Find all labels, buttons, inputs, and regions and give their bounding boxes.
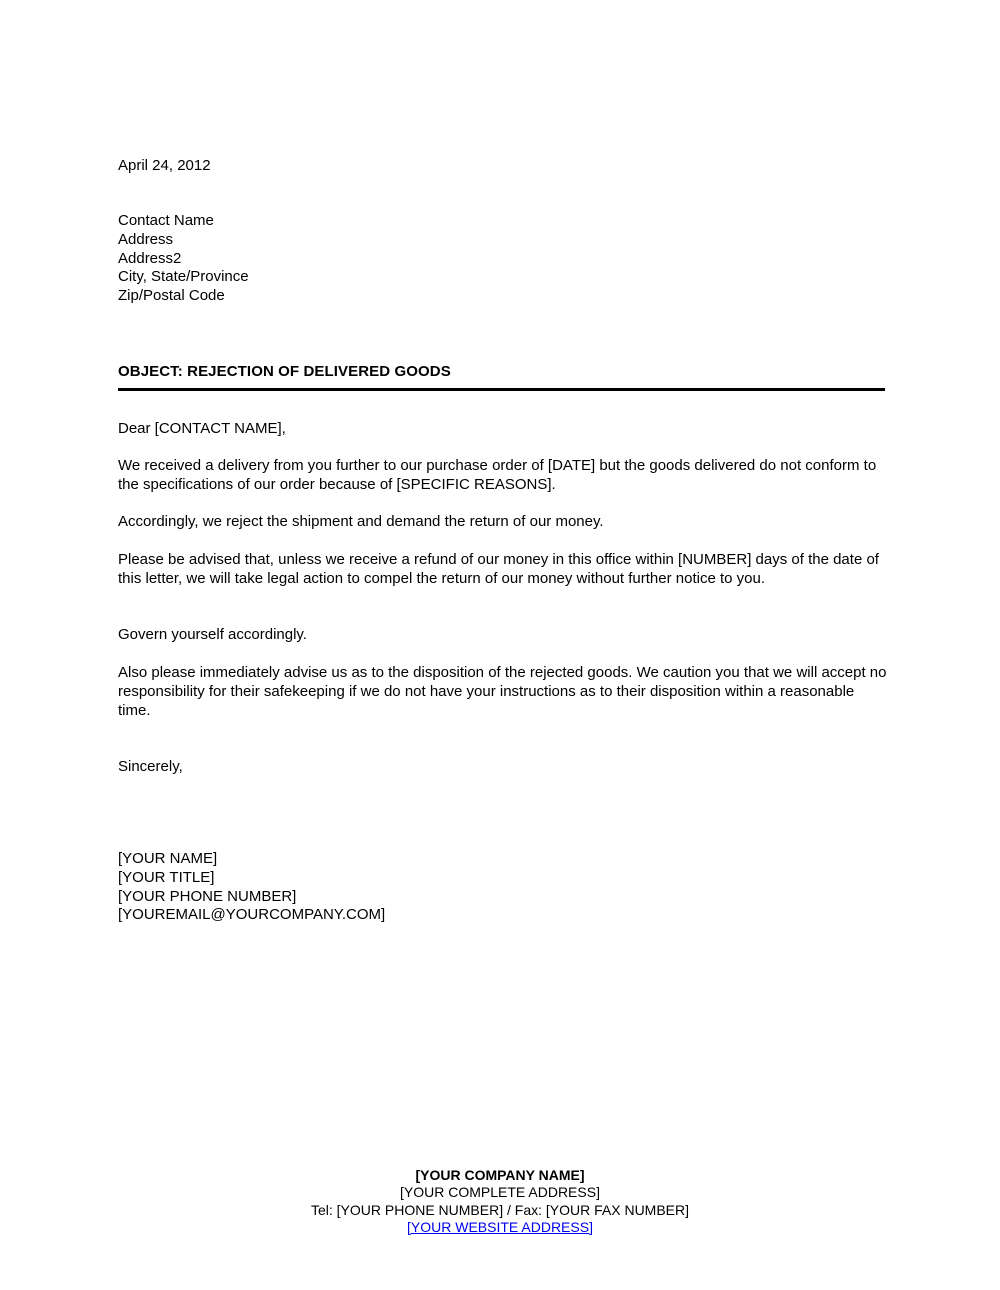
signature-email: [YOUREMAIL@YOURCOMPANY.COM] [118, 906, 386, 924]
footer-address: [YOUR COMPLETE ADDRESS] [400, 1184, 600, 1201]
footer-contact: Tel: [YOUR PHONE NUMBER] / Fax: [YOUR FAX NUMBER] [310, 1201, 690, 1218]
recipient-city-state: City, State/Province [118, 268, 249, 286]
signature-title: [YOUR TITLE] [118, 868, 215, 886]
letter-date: April 24, 2012 [118, 157, 211, 174]
letterhead-footer [0, 1167, 1000, 1236]
recipient-address-line1: Address [118, 230, 174, 248]
signature-phone: [YOUR PHONE NUMBER] [118, 887, 297, 905]
body-paragraph-3: Please be advised that, unless we receive a refund of our money in this office within [NUMBER] days of the date of this letter, we will take legal action to compel the return of our money without further notice to you. [118, 551, 879, 587]
footer-company-name: [YOUR COMPANY NAME] [415, 1167, 585, 1183]
signature-name: [YOUR NAME] [118, 850, 218, 867]
recipient-zip: Zip/Postal Code [118, 287, 225, 305]
footer-website-link[interactable]: [YOUR WEBSITE ADDRESS] [407, 1218, 593, 1235]
body-paragraph-2: Accordingly, we reject the shipment and demand the return of our money. [118, 513, 604, 530]
body-paragraph-5: Also please immediately advise us as to the disposition of the rejected goods. We caution you that we will accept no responsibility for their safekeeping if we do not have your instructions as to their disposition within a reasonable time. [118, 664, 887, 719]
body-paragraph-1: We received a delivery from you further to our purchase order of [DATE] but the goods delivered do not conform to the specifications of our order because of [SPECIFIC REASONS]. [118, 457, 877, 493]
closing: Sincerely, [118, 758, 183, 775]
recipient-address-line2: Address2 [118, 249, 182, 267]
letter-subject: OBJECT: REJECTION OF DELIVERED GOODS [118, 363, 451, 380]
subject-divider [118, 388, 885, 391]
salutation: Dear [CONTACT NAME], [118, 420, 286, 437]
recipient-contact-name: Contact Name [118, 212, 214, 229]
recipient-address [118, 212, 249, 306]
body-paragraph-4: Govern yourself accordingly. [118, 626, 307, 643]
signature-block [118, 850, 385, 925]
